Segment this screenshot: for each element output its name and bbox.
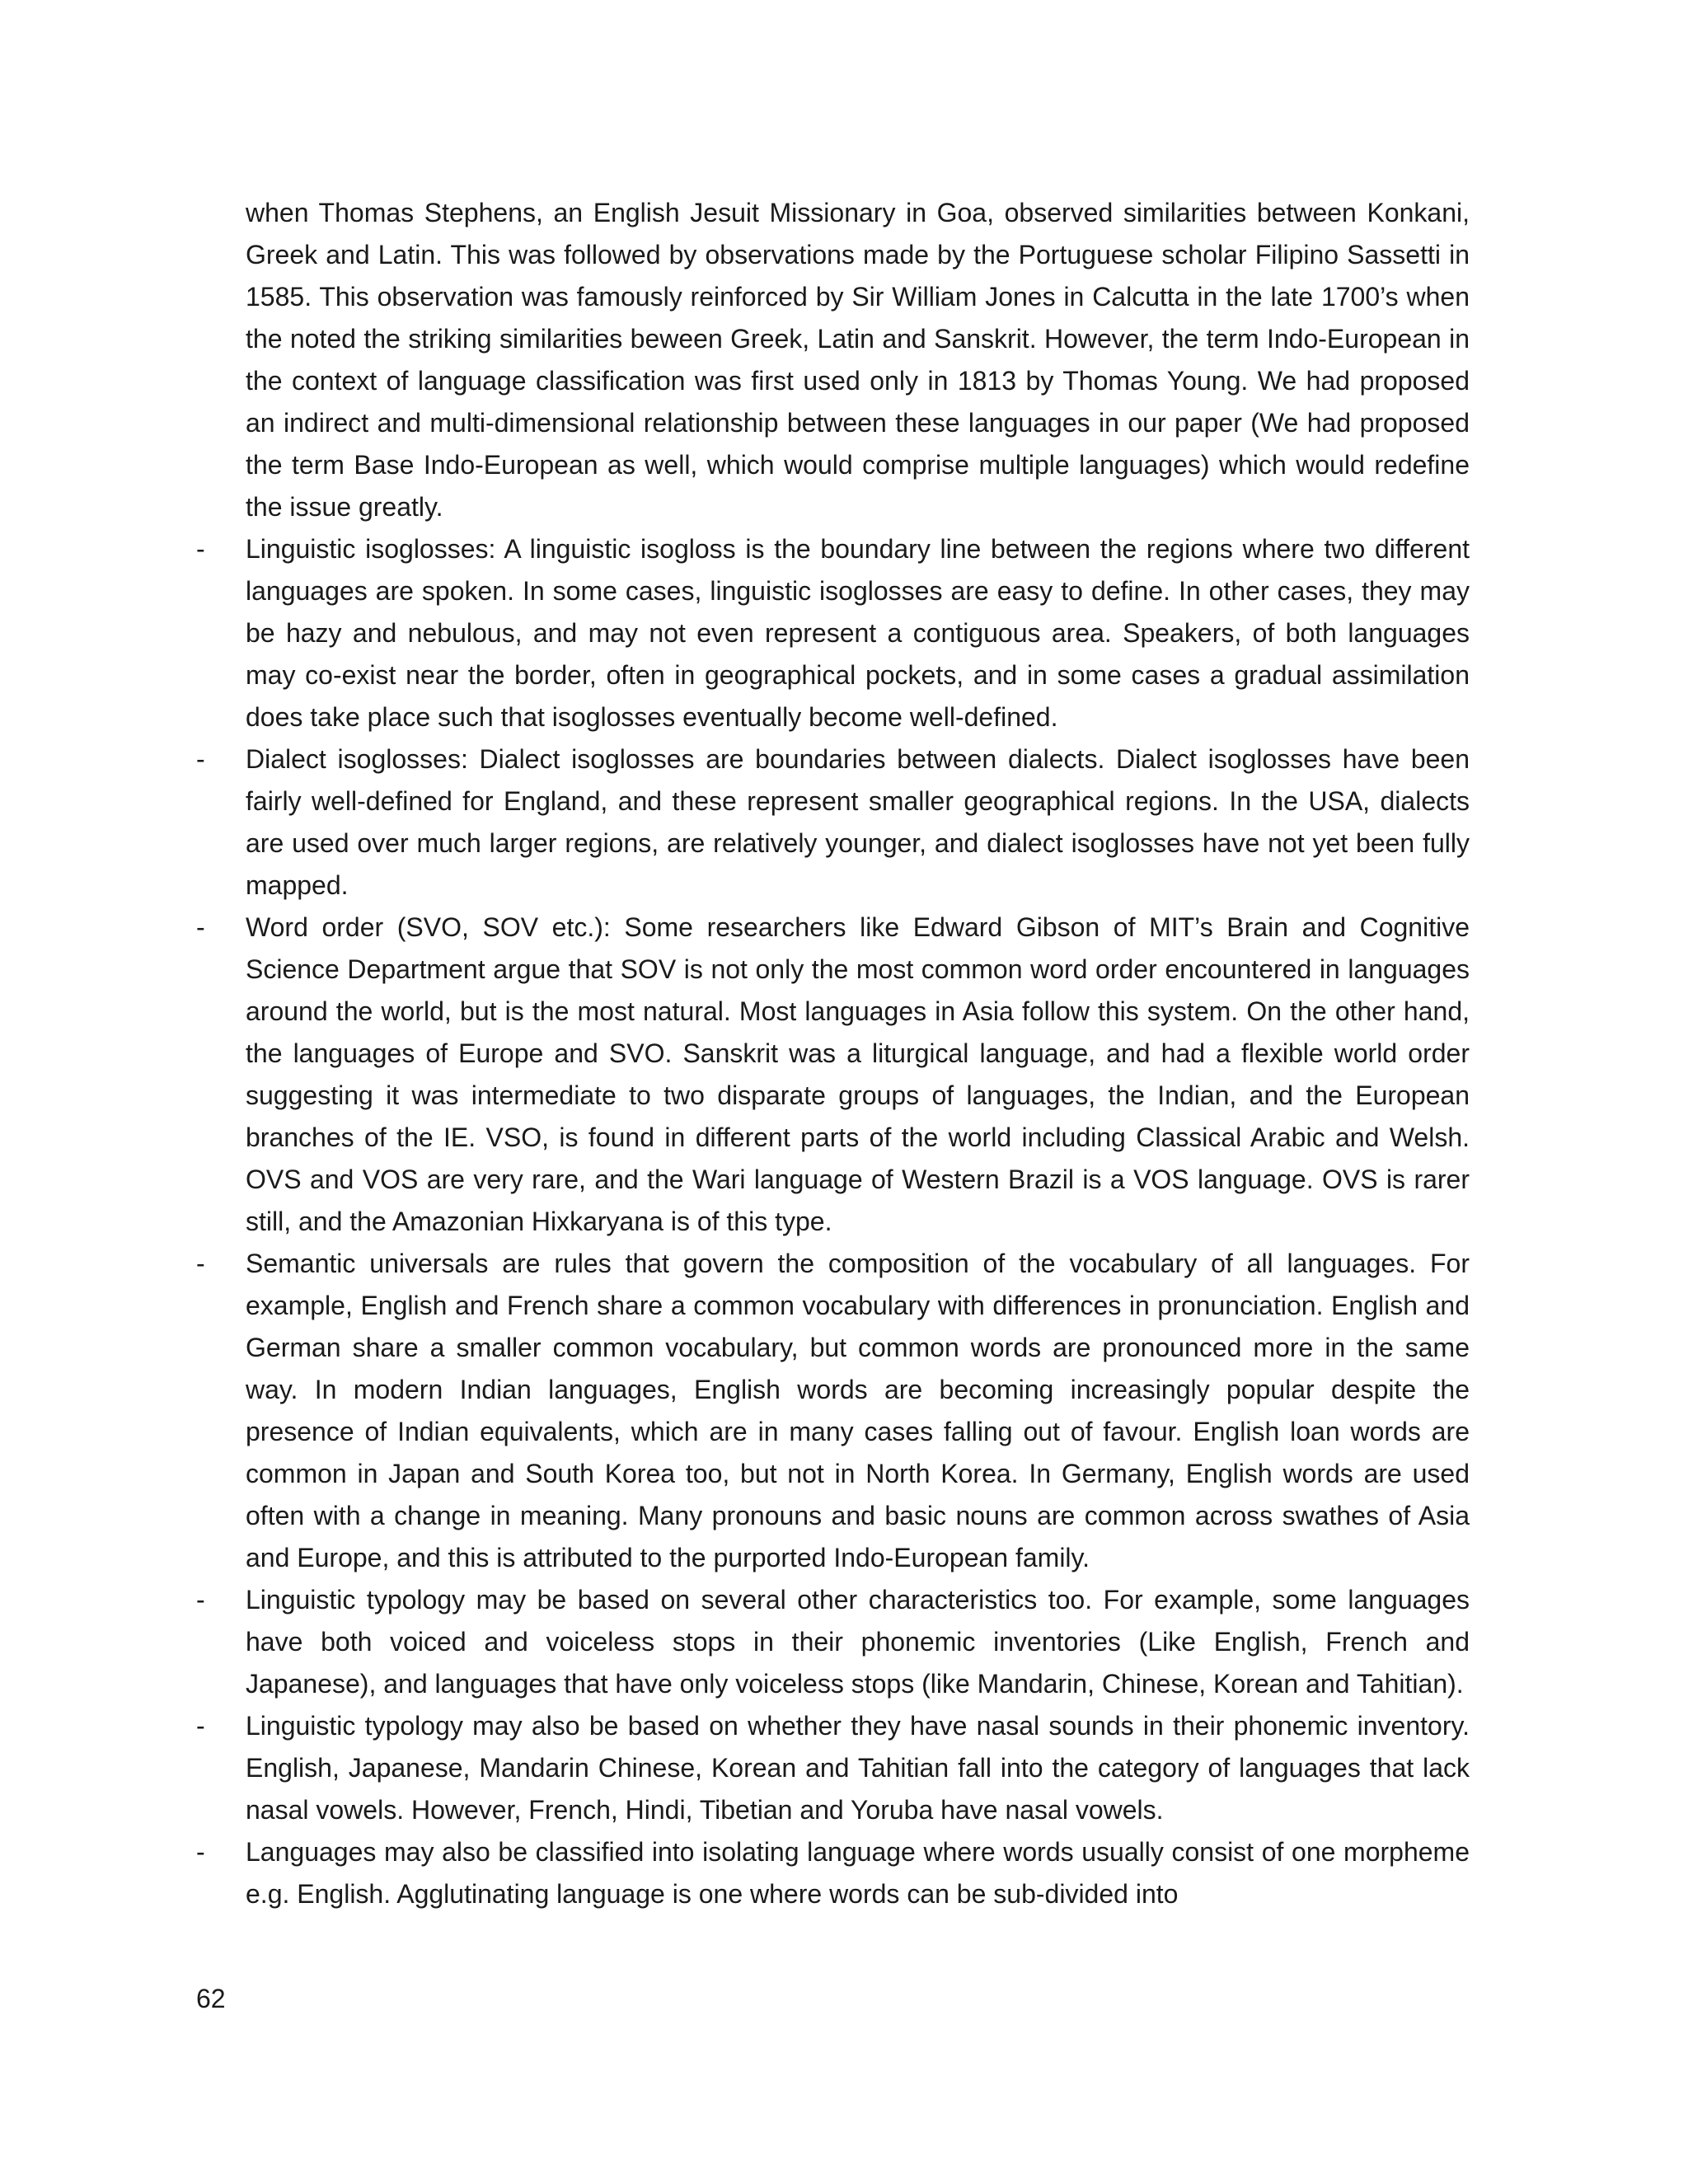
bullet-marker: - [196, 534, 205, 564]
list-item-text: Word order (SVO, SOV etc.): Some researchers like Edward Gibson of MIT’s Brain and Cognitive Science Department argue that SOV is not only the most common word order encountered in languages around the world, but is the most natural. Most languages in Asia follow this system. On the other hand, the languages of Europe and SVO. Sanskrit was a liturgical language, and had a flexible world order suggesting it was intermediate to two disparate groups of languages, the Indian, and the European branches of the IE. VSO, is found in different parts of the world including Classical Arabic and Welsh. OVS and VOS are very rare, and the Wari language of Western Brazil is a VOS language. OVS is rarer still, and the Amazonian Hixkaryana is of this type. [246, 912, 1470, 1236]
list-item-text: Linguistic typology may be based on several other characteristics too. For example, some languages have both voiced and voiceless stops in their phonemic inventories (Like English, French and Japanese), and languages that have only voiceless stops (like Mandarin, Chinese, Korean and Tahitian). [246, 1585, 1470, 1699]
list-item-text: Linguistic isoglosses: A linguistic isogloss is the boundary line between the regions where two different languages are spoken. In some cases, linguistic isoglosses are easy to define. In other cases, they may be hazy and nebulous, and may not even represent a contiguous area. Speakers, of both languages may co-exist near the border, often in geographical pockets, and in some cases a gradual assimilation does take place such that isoglosses eventually become well-defined. [246, 534, 1470, 732]
page-number: 62 [196, 1984, 226, 2013]
list-item [196, 738, 1470, 907]
list-item [196, 528, 1470, 738]
list-item [196, 1831, 1470, 1915]
list-item-text: Linguistic typology may also be based on whether they have nasal sounds in their phonemic inventory. English, Japanese, Mandarin Chinese, Korean and Tahitian fall into the category of languages that lack nasal vowels. However, French, Hindi, Tibetian and Yoruba have nasal vowels. [246, 1711, 1470, 1825]
bullet-marker: - [196, 912, 205, 942]
list-item-text: Semantic universals are rules that govern the composition of the vocabulary of all languages. For example, English and French share a common vocabulary with differences in pronunciation. English and German share a smaller common vocabulary, but common words are pronounced more in the same way. In modern Indian languages, English words are becoming increasingly popular despite the presence of Indian equivalents, which are in many cases falling out of favour. English loan words are common in Japan and South Korea too, but not in North Korea. In Germany, English words are used often with a change in meaning. Many pronouns and basic nouns are common across swathes of Asia and Europe, and this is attributed to the purported Indo-European family. [246, 1249, 1470, 1572]
intro-text: when Thomas Stephens, an English Jesuit Missionary in Goa, observed similarities between Konkani, Greek and Latin. This was followed by observations made by the Portuguese scholar Filipino Sassetti in 1585. This observation was famously reinforced by Sir William Jones in Calcutta in the late 1700’s when the noted the striking similarities beween Greek, Latin and Sanskrit. However, the term Indo-European in the context of language classification was first used only in 1813 by Thomas Young. We had proposed an indirect and multi-dimensional relationship between these languages in our paper (We had proposed the term Base Indo-European as well, which would comprise multiple languages) which would redefine the issue greatly. [246, 198, 1470, 522]
bullet-marker: - [196, 1837, 205, 1867]
list-item-text: Languages may also be classified into isolating language where words usually consist of one morpheme e.g. English. Agglutinating language is one where words can be sub-divided into [246, 1837, 1470, 1909]
list-item [196, 1705, 1470, 1831]
bullet-marker: - [196, 1711, 205, 1741]
list-item-text: Dialect isoglosses: Dialect isoglosses are boundaries between dialects. Dialect isoglosses have been fairly well-defined for England, and these represent smaller geographical regions. In the USA, dialects are used over much larger regions, are relatively younger, and dialect isoglosses have not yet been fully mapped. [246, 744, 1470, 900]
list-item [196, 1243, 1470, 1579]
list-item [196, 1579, 1470, 1705]
bullet-marker: - [196, 1249, 205, 1278]
page-body [196, 192, 1470, 1915]
list-item [196, 907, 1470, 1243]
bullet-marker: - [196, 1585, 205, 1615]
bullet-marker: - [196, 744, 205, 774]
intro-paragraph [196, 192, 1470, 528]
